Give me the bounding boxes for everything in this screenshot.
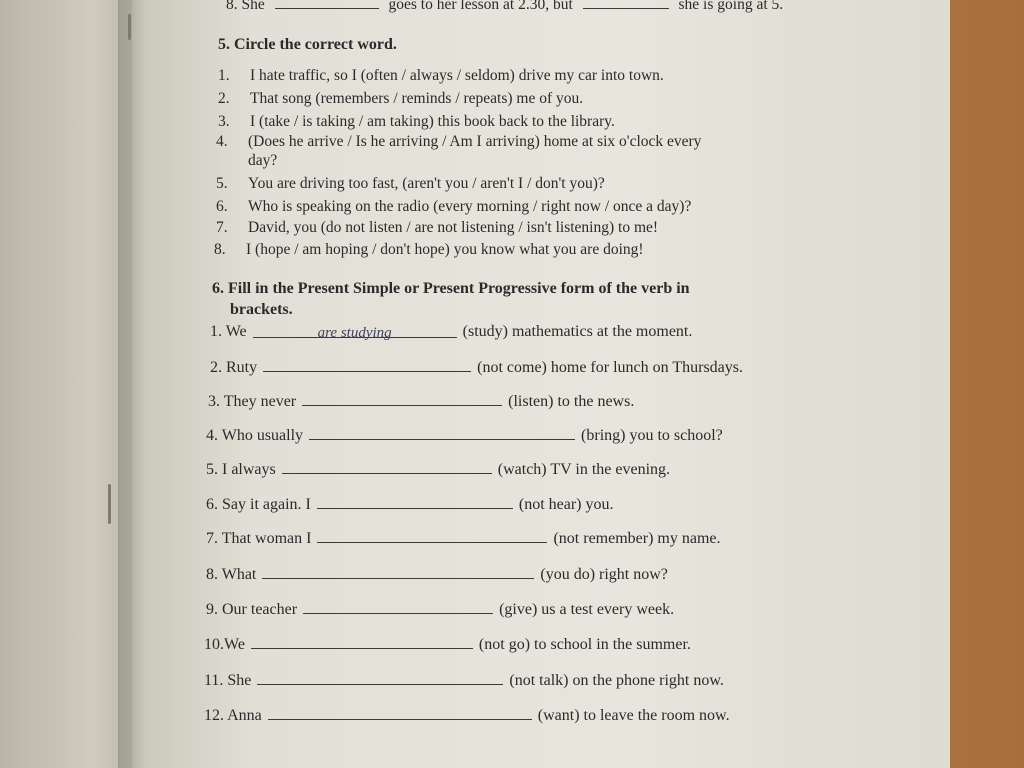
written-answer: are studying [317, 325, 392, 341]
row-prefix: 6. Say it again. I [206, 496, 311, 513]
staple-top [128, 14, 131, 40]
row-suffix: (listen) to the news. [508, 393, 635, 410]
fill-row [204, 705, 730, 725]
fill-row [210, 357, 743, 377]
row-suffix: (not come) home for lunch on Thursdays. [477, 359, 743, 376]
item-text: (Does he arrive / Is he arriving / Am I arriving) home at six o'clock every [248, 133, 702, 150]
section6-title-line1: 6. Fill in the Present Simple or Present Progressive form of the verb in [212, 280, 690, 297]
list-item [218, 90, 583, 108]
section5-title: 5. Circle the correct word. [218, 36, 397, 53]
item-text: That song (remembers / reminds / repeats) me of you. [250, 90, 584, 107]
answer-blank[interactable] [262, 564, 534, 579]
fill-row [206, 564, 668, 584]
answer-blank[interactable] [282, 459, 492, 474]
list-item [218, 113, 615, 131]
row-prefix: 3. They never [208, 393, 297, 410]
item-text: day? [248, 152, 278, 169]
item-number: 3. [218, 113, 230, 130]
fill-row [204, 634, 691, 654]
fill-row [206, 528, 721, 548]
item-text: You are driving too fast, (aren't you / aren't I / don't you)? [248, 175, 605, 192]
left-page [0, 0, 132, 768]
row-suffix: (not hear) you. [518, 496, 614, 513]
staple-bottom [108, 484, 111, 524]
book-spine [118, 0, 144, 768]
row-suffix: (not remember) my name. [553, 530, 721, 547]
answer-blank[interactable] [309, 425, 575, 440]
row-prefix: 9. Our teacher [206, 601, 298, 618]
section6-title-line2: brackets. [230, 301, 293, 318]
fill-row [206, 599, 674, 619]
item-text: I hate traffic, so I (often / always / seldom) drive my car into town. [250, 67, 664, 84]
row-suffix: (you do) right now? [540, 566, 668, 583]
list-item [216, 198, 691, 216]
top-line [226, 0, 783, 14]
item-number: 6. [216, 198, 228, 215]
item-text: David, you (do not listen / are not listening / isn't listening) to me! [248, 219, 659, 236]
row-suffix: (study) mathematics at the moment. [462, 323, 693, 340]
answer-blank[interactable] [275, 0, 379, 9]
item-number: 5. [216, 175, 228, 192]
item-number: 2. [218, 90, 230, 107]
fill-row [204, 670, 724, 690]
row-prefix: 8. What [206, 566, 257, 583]
item-number: 4. [216, 133, 228, 150]
top-line-end: she is going at 5. [678, 0, 784, 13]
fill-row [210, 323, 692, 341]
answer-blank[interactable] [583, 0, 669, 9]
list-item [214, 241, 644, 259]
list-item [216, 175, 605, 193]
answer-blank[interactable] [303, 599, 493, 614]
fill-row [208, 391, 634, 411]
answer-blank[interactable] [317, 528, 547, 543]
row-suffix: (bring) you to school? [581, 427, 723, 444]
top-line-start: 8. She [226, 0, 265, 13]
row-suffix: (not talk) on the phone right now. [509, 672, 724, 689]
fill-row [206, 425, 723, 445]
item-text: I (take / is taking / am taking) this book back to the library. [250, 113, 615, 130]
row-suffix: (not go) to school in the summer. [478, 636, 691, 653]
row-prefix: 4. Who usually [206, 427, 304, 444]
list-item [216, 133, 701, 151]
fill-row [206, 459, 670, 479]
item-text: I (hope / am hoping / don't hope) you know what you are doing! [246, 241, 644, 258]
item-text: Who is speaking on the radio (every morning / right now / once a day)? [248, 198, 692, 215]
item-number: 1. [218, 67, 230, 84]
item-number: 7. [216, 219, 228, 236]
row-prefix: 5. I always [206, 461, 276, 478]
item-number: 8. [214, 241, 226, 258]
list-item [218, 67, 664, 85]
row-suffix: (want) to leave the room now. [537, 707, 730, 724]
row-prefix: 1. We [210, 323, 247, 340]
answer-blank[interactable] [317, 494, 513, 509]
row-prefix: 12. Anna [204, 707, 262, 724]
fill-row [206, 494, 614, 514]
row-prefix: 2. Ruty [210, 359, 258, 376]
row-suffix: (watch) TV in the evening. [497, 461, 671, 478]
answer-blank[interactable] [257, 670, 503, 685]
row-prefix: 10.We [204, 636, 245, 653]
top-line-middle: goes to her lesson at 2.30, but [388, 0, 573, 13]
answer-blank[interactable] [302, 391, 502, 406]
row-prefix: 11. She [204, 672, 252, 689]
answer-blank[interactable] [263, 357, 471, 372]
row-suffix: (give) us a test every week. [499, 601, 675, 618]
answer-blank[interactable] [253, 323, 457, 341]
list-item [216, 152, 277, 170]
row-prefix: 7. That woman I [206, 530, 312, 547]
list-item [216, 219, 658, 237]
answer-blank[interactable] [268, 705, 532, 720]
answer-blank[interactable] [251, 634, 473, 649]
